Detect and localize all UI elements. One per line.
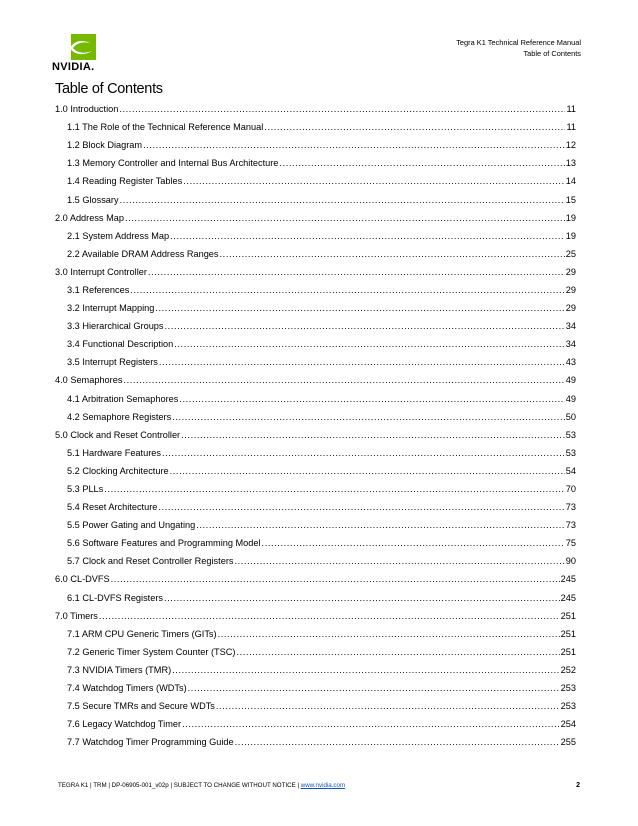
toc-entry-page: 19	[565, 212, 576, 223]
toc-entry[interactable]	[55, 733, 576, 751]
toc-entry[interactable]	[55, 317, 576, 335]
toc-entry[interactable]	[55, 227, 576, 245]
toc-entry[interactable]	[55, 245, 576, 263]
toc-entry[interactable]	[55, 679, 576, 697]
toc-dot-leader	[183, 176, 565, 186]
toc-entry-page: 75	[565, 538, 576, 549]
toc-dot-leader	[264, 122, 565, 132]
nvidia-logo	[48, 34, 106, 78]
toc-entry-label: 1.1 The Role of the Technical Reference Manual	[67, 122, 264, 133]
toc-entry-page: 49	[565, 375, 576, 386]
toc-entry-label: 5.0 Clock and Reset Controller	[55, 429, 181, 440]
header-doc-title: Tegra K1 Technical Reference Manual	[456, 38, 581, 47]
toc-entry[interactable]	[55, 570, 576, 588]
footer-label: TEGRA K1 | TRM | DP-06905-001_v02p | SUBJECT TO CHANGE WITHOUT NOTICE |	[58, 782, 301, 789]
toc-entry-label: 3.5 Interrupt Registers	[67, 357, 158, 368]
toc-entry-label: 1.3 Memory Controller and Internal Bus Architecture	[67, 158, 279, 169]
toc-entry-label: 5.5 Power Gating and Ungating	[67, 520, 196, 531]
toc-dot-leader	[111, 574, 560, 584]
toc-entry-page: 11	[566, 104, 576, 115]
toc-entry-label: 7.1 ARM CPU Generic Timers (GITs)	[67, 628, 217, 639]
toc-entry-label: 2.2 Available DRAM Address Ranges	[67, 248, 219, 259]
toc-entry-label: 7.6 Legacy Watchdog Timer	[67, 719, 182, 730]
running-header	[456, 37, 581, 59]
toc-entry-label: 6.0 CL-DVFS	[55, 574, 110, 585]
toc-entry-label: 5.1 Hardware Features	[67, 447, 161, 458]
page-number: 2	[576, 782, 580, 789]
toc-entry[interactable]	[55, 697, 576, 715]
toc-entry-label: 7.7 Watchdog Timer Programming Guide	[67, 737, 234, 748]
toc-entry[interactable]	[55, 371, 576, 389]
toc-entry-page: 34	[565, 339, 576, 350]
toc-entry[interactable]	[55, 661, 576, 679]
page-footer	[58, 782, 580, 789]
toc-entry[interactable]	[55, 444, 576, 462]
toc-entry[interactable]	[55, 281, 576, 299]
toc-entry-page: 255	[560, 737, 576, 748]
toc-entry-page: 53	[565, 429, 576, 440]
toc-entry[interactable]	[55, 172, 576, 190]
toc-entry-label: 3.4 Functional Description	[67, 339, 174, 350]
toc-entry-page: 73	[565, 502, 576, 513]
toc-dot-leader	[234, 556, 564, 566]
toc-entry-page: 34	[565, 321, 576, 332]
toc-dot-leader	[279, 158, 564, 168]
toc-entry-label: 7.0 Timers	[55, 610, 98, 621]
toc-entry[interactable]	[55, 552, 576, 570]
toc-dot-leader	[123, 375, 564, 385]
header-section: Table of Contents	[523, 49, 581, 58]
toc-entry-label: 7.5 Secure TMRs and Secure WDTs	[67, 701, 215, 712]
toc-entry-label: 1.4 Reading Register Tables	[67, 176, 183, 187]
toc-entry-label: 1.5 Glossary	[67, 194, 119, 205]
toc-entry-page: 253	[560, 701, 576, 712]
toc-entry-label: 3.0 Interrupt Controller	[55, 266, 147, 277]
toc-dot-leader	[99, 611, 560, 621]
toc-entry[interactable]	[55, 136, 576, 154]
toc-entry[interactable]	[55, 335, 576, 353]
toc-dot-leader	[125, 213, 565, 223]
toc-dot-leader	[236, 647, 559, 657]
toc-entry-page: 252	[560, 664, 576, 675]
toc-entry-label: 6.1 CL-DVFS Registers	[67, 592, 163, 603]
toc-entry-label: 5.3 PLLs	[67, 484, 104, 495]
toc-dot-leader	[179, 394, 564, 404]
table-of-contents	[55, 100, 576, 751]
toc-entry-page: 43	[565, 357, 576, 368]
toc-entry[interactable]	[55, 480, 576, 498]
toc-dot-leader	[158, 502, 564, 512]
toc-entry[interactable]	[55, 408, 576, 426]
toc-dot-leader	[181, 430, 565, 440]
footer-link[interactable]: www.nvidia.com	[300, 782, 346, 789]
toc-entry-label: 5.6 Software Features and Programming Model	[67, 538, 261, 549]
toc-entry-page: 70	[565, 484, 576, 495]
toc-entry-page: 15	[565, 194, 576, 205]
toc-dot-leader	[174, 339, 565, 349]
toc-entry-page: 29	[565, 303, 576, 314]
toc-entry-page: 253	[560, 683, 576, 694]
toc-entry-page: 14	[565, 176, 576, 187]
toc-entry-label: 4.1 Arbitration Semaphores	[67, 393, 179, 404]
toc-entry-page: 254	[560, 719, 576, 730]
toc-dot-leader	[159, 357, 565, 367]
toc-entry-label: 2.1 System Address Map	[67, 230, 170, 241]
toc-entry-label: 5.7 Clock and Reset Controller Registers	[67, 556, 234, 567]
toc-entry-page: 245	[560, 574, 576, 585]
toc-entry[interactable]	[55, 190, 576, 208]
toc-entry[interactable]	[55, 498, 576, 516]
toc-dot-leader	[235, 737, 560, 747]
toc-entry-page: 251	[560, 646, 576, 657]
toc-dot-leader	[164, 593, 560, 603]
toc-entry-page: 54	[565, 465, 576, 476]
toc-entry-page: 251	[560, 610, 576, 621]
toc-dot-leader	[165, 321, 565, 331]
toc-dot-leader	[130, 285, 564, 295]
toc-entry-page: 245	[560, 592, 576, 603]
toc-entry-label: 1.0 Introduction	[55, 104, 119, 115]
toc-entry-page: 11	[566, 122, 576, 133]
toc-entry-page: 73	[565, 520, 576, 531]
toc-entry-label: 7.2 Generic Timer System Counter (TSC)	[67, 646, 236, 657]
toc-dot-leader	[196, 520, 565, 530]
toc-dot-leader	[172, 412, 565, 422]
toc-dot-leader	[148, 267, 565, 277]
toc-entry[interactable]	[55, 118, 576, 136]
toc-entry[interactable]	[55, 516, 576, 534]
nvidia-eye-icon	[62, 34, 96, 60]
toc-entry[interactable]	[55, 263, 576, 281]
toc-dot-leader	[188, 683, 560, 693]
toc-entry[interactable]	[55, 426, 576, 444]
toc-entry[interactable]	[55, 353, 576, 371]
toc-entry-page: 90	[565, 556, 576, 567]
toc-entry[interactable]	[55, 154, 576, 172]
toc-dot-leader	[162, 448, 565, 458]
toc-dot-leader	[216, 701, 560, 711]
toc-dot-leader	[170, 466, 565, 476]
toc-entry-page: 13	[565, 158, 576, 169]
toc-entry[interactable]	[55, 607, 576, 625]
toc-entry-label: 4.0 Semaphores	[55, 375, 123, 386]
footer-text	[58, 782, 345, 789]
toc-entry[interactable]	[55, 209, 576, 227]
toc-dot-leader	[170, 231, 565, 241]
toc-dot-leader	[218, 629, 560, 639]
toc-entry-label: 4.2 Semaphore Registers	[67, 411, 172, 422]
toc-dot-leader	[182, 719, 560, 729]
toc-dot-leader	[172, 665, 560, 675]
toc-entry-label: 5.4 Reset Architecture	[67, 502, 158, 513]
toc-entry[interactable]	[55, 390, 576, 408]
toc-entry-page: 29	[565, 284, 576, 295]
toc-entry[interactable]	[55, 625, 576, 643]
toc-entry[interactable]	[55, 462, 576, 480]
toc-entry[interactable]	[55, 643, 576, 661]
toc-entry[interactable]	[55, 534, 576, 552]
toc-entry-label: 7.4 Watchdog Timers (WDTs)	[67, 683, 187, 694]
toc-entry-label: 3.2 Interrupt Mapping	[67, 303, 155, 314]
toc-dot-leader	[155, 303, 564, 313]
toc-entry-page: 19	[565, 230, 576, 241]
toc-entry-page: 49	[565, 393, 576, 404]
toc-entry-page: 53	[565, 447, 576, 458]
toc-entry-label: 5.2 Clocking Architecture	[67, 465, 169, 476]
nvidia-wordmark: NVIDIA.	[52, 61, 95, 73]
toc-entry[interactable]	[55, 299, 576, 317]
toc-dot-leader	[119, 104, 565, 114]
toc-dot-leader	[104, 484, 565, 494]
toc-dot-leader	[143, 140, 565, 150]
toc-entry[interactable]	[55, 589, 576, 607]
toc-entry-label: 2.0 Address Map	[55, 212, 124, 223]
toc-entry-page: 50	[565, 411, 576, 422]
toc-dot-leader	[220, 249, 565, 259]
toc-entry[interactable]	[55, 100, 576, 118]
toc-dot-leader	[120, 195, 565, 205]
toc-entry-page: 25	[565, 248, 576, 259]
toc-entry-page: 251	[560, 628, 576, 639]
toc-entry-label: 3.3 Hierarchical Groups	[67, 321, 164, 332]
toc-entry-page: 29	[565, 266, 576, 277]
toc-entry-label: 7.3 NVIDIA Timers (TMR)	[67, 664, 172, 675]
toc-dot-leader	[262, 538, 565, 548]
toc-entry-label: 1.2 Block Diagram	[67, 140, 143, 151]
toc-entry[interactable]	[55, 715, 576, 733]
toc-entry-page: 12	[565, 140, 576, 151]
toc-entry-label: 3.1 References	[67, 284, 130, 295]
toc-heading: Table of Contents	[55, 81, 163, 97]
